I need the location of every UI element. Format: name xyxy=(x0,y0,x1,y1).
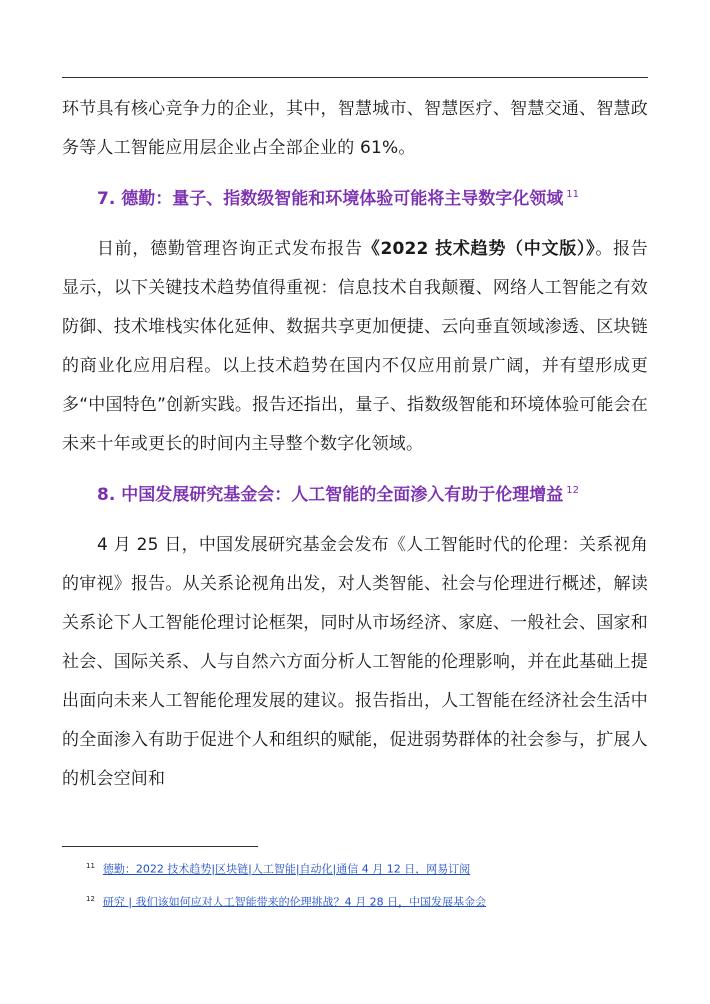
page-body xyxy=(62,90,648,799)
footnote-rule xyxy=(62,846,258,847)
footnote-12 xyxy=(86,891,646,911)
footnotes xyxy=(86,858,646,923)
section-7-text-before: 日前，德勤管理咨询正式发布报告 xyxy=(97,239,363,259)
section-7-text-after: 。报告显示，以下关键技术趋势值得重视：信息技术自我颠覆、网络人工智能之有效防御、技术堆栈实体化延伸、数据共享更加便捷、云向垂直领域渗透、区块链的商业化应用启程。以上技术趋势在国内不仅应用前景广阔，并有望形成更多“中国特色”创新实践。报告还指出，量子、指数级智能和环境体验可能会在未来十年或更长的时间内主导整个数字化领域。 xyxy=(62,239,648,454)
section-8-paragraph: 4 月 25 日，中国发展研究基金会发布《人工智能时代的伦理：关系视角的审视》报告。从关系论视角出发，对人类智能、社会与伦理进行概述，解读关系论下人工智能伦理讨论框架，同时从市场经济、家庭、一般社会、国家和社会、国际关系、人与自然六方面分析人工智能的伦理影响，并在此基础上提出面向未来人工智能伦理发展的建议。报告指出，人工智能在经济社会生活中的全面渗入有助于促进个人和组织的赋能，促进弱势群体的社会参与，扩展人的机会空间和 xyxy=(62,535,648,789)
footnote-mark: 11 xyxy=(86,862,95,870)
header-rule xyxy=(62,77,648,78)
footnote-mark: 12 xyxy=(86,894,95,903)
footnote-11 xyxy=(86,858,646,878)
report-title: 《2022 技术趋势（中文版）》 xyxy=(362,239,596,259)
footnote-link[interactable]: 研究 | 我们该如何应对人工智能带来的伦理挑战？4 月 28 日，中国发展基金会 xyxy=(102,895,487,909)
section-7-heading-text: 7. 德勤：量子、指数级智能和环境体验可能将主导数字化领域 xyxy=(97,189,564,209)
footnote-link[interactable]: 德勤：2022 技术趋势|区块链|人工智能|自动化|通信 4 月 12 日，网易订阅 xyxy=(102,862,471,876)
footnote-ref-12[interactable]: 12 xyxy=(566,485,579,497)
section-8-heading xyxy=(62,480,648,510)
footnote-ref-11[interactable]: 11 xyxy=(566,189,579,201)
section-8-heading-text: 8. 中国发展研究基金会：人工智能的全面渗入有助于伦理增益 xyxy=(97,485,564,505)
section-7-paragraph xyxy=(62,230,648,464)
intro-paragraph: 环节具有核心竞争力的企业，其中，智慧城市、智慧医疗、智慧交通、智慧政务等人工智能应用层企业占全部企业的 61%。 xyxy=(62,99,648,158)
section-7-heading xyxy=(62,184,648,214)
